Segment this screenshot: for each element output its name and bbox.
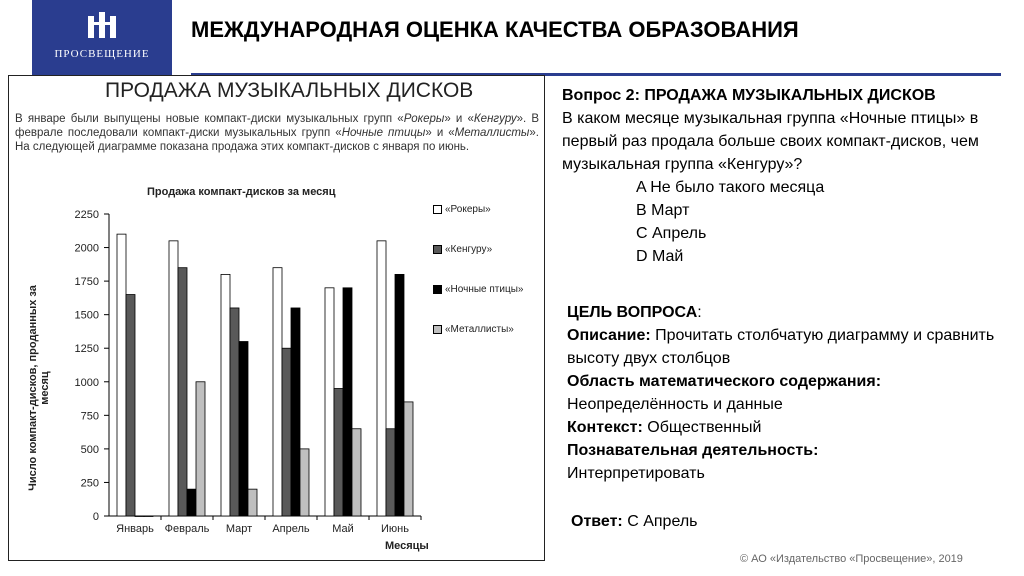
logo-text: ПРОСВЕЩЕНИЕ bbox=[54, 48, 150, 60]
bar-4 bbox=[196, 382, 205, 516]
bar-2 bbox=[386, 429, 395, 516]
bar-2 bbox=[282, 348, 291, 516]
legend-label: «Металлисты» bbox=[445, 324, 514, 335]
bar-2 bbox=[178, 268, 187, 516]
x-tick-label: Июнь bbox=[381, 523, 409, 535]
bar-1 bbox=[117, 234, 126, 516]
legend-item bbox=[433, 284, 523, 295]
logo-emblem-icon bbox=[84, 12, 120, 42]
option-b: B Март bbox=[636, 202, 690, 219]
legend-label: «Рокеры» bbox=[445, 204, 491, 215]
bar-1 bbox=[325, 288, 334, 516]
legend-label: «Ночные птицы» bbox=[445, 284, 524, 295]
goal-activity: Интерпретировать bbox=[567, 465, 705, 482]
bar-3 bbox=[343, 288, 352, 516]
answer: Ответ: С Апрель bbox=[571, 513, 698, 530]
y-tick-label: 1750 bbox=[74, 276, 99, 289]
option-c: C Апрель bbox=[636, 225, 707, 242]
bar-1 bbox=[273, 268, 282, 516]
bar-4 bbox=[352, 429, 361, 516]
goal-area: Неопределённость и данные bbox=[567, 396, 783, 413]
bar-3 bbox=[135, 516, 144, 517]
copyright-footer: © АО «Издательство «Просвещение», 2019 bbox=[740, 553, 963, 565]
bar-chart bbox=[9, 76, 546, 562]
option-a: A Не было такого месяца bbox=[636, 179, 825, 196]
bar-2 bbox=[230, 308, 239, 516]
x-tick-label: Апрель bbox=[272, 523, 310, 535]
figure-title: ПРОДАЖА МУЗЫКАЛЬНЫХ ДИСКОВ bbox=[105, 79, 474, 102]
option-d: D Май bbox=[636, 248, 684, 265]
bar-3 bbox=[187, 489, 196, 516]
bar-1 bbox=[169, 241, 178, 516]
bar-3 bbox=[239, 342, 248, 516]
y-tick-label: 1250 bbox=[74, 343, 99, 356]
x-tick-label: Январь bbox=[116, 523, 154, 535]
bar-1 bbox=[377, 241, 386, 516]
goal-activity-label: Познавательная деятельность: bbox=[567, 442, 819, 459]
goal-heading: ЦЕЛЬ ВОПРОСА: bbox=[567, 304, 702, 321]
legend-swatch bbox=[433, 325, 442, 334]
y-tick-label: 1000 bbox=[74, 376, 99, 389]
question-text: В каком месяце музыкальная группа «Ночные птицы» в первый раз продала больше своих компакт-дисков, чем музыкальная группа «Кенгуру»? bbox=[562, 110, 979, 173]
y-tick-label: 750 bbox=[80, 410, 99, 423]
question-title: Вопрос 2: ПРОДАЖА МУЗЫКАЛЬНЫХ ДИСКОВ bbox=[562, 87, 936, 104]
legend-item bbox=[433, 204, 491, 215]
bar-3 bbox=[395, 274, 404, 516]
bar-2 bbox=[126, 295, 135, 516]
x-tick-label: Май bbox=[332, 523, 354, 535]
publisher-logo bbox=[32, 0, 172, 75]
y-axis-label: Число компакт-дисков, проданных за месяц bbox=[27, 285, 51, 491]
y-tick-label: 500 bbox=[80, 443, 99, 456]
bar-4 bbox=[300, 449, 309, 516]
legend-swatch bbox=[433, 205, 442, 214]
y-tick-label: 250 bbox=[80, 477, 99, 490]
y-tick-label: 1500 bbox=[74, 309, 99, 322]
question-panel bbox=[562, 84, 1012, 268]
x-axis-label: Месяцы bbox=[385, 540, 429, 552]
legend-item bbox=[433, 324, 514, 335]
goal-description: Описание: Прочитать столбчатую диаграмму и сравнить высоту двух столбцов bbox=[567, 327, 995, 367]
legend-item bbox=[433, 244, 492, 255]
x-tick-label: Март bbox=[225, 523, 253, 535]
chart-title: Продажа компакт-дисков за месяц bbox=[147, 186, 336, 198]
y-tick-label: 0 bbox=[92, 511, 99, 523]
bar-1 bbox=[221, 274, 230, 516]
y-tick-label: 2000 bbox=[74, 242, 99, 255]
bar-4 bbox=[144, 516, 153, 517]
goal-context: Контекст: Общественный bbox=[567, 419, 762, 436]
bar-3 bbox=[291, 308, 300, 516]
chart-figure bbox=[8, 75, 545, 561]
bar-4 bbox=[248, 489, 257, 516]
y-tick-label: 2250 bbox=[74, 209, 99, 221]
question-goal bbox=[567, 301, 1017, 485]
legend-swatch bbox=[433, 245, 442, 254]
answer-options bbox=[562, 176, 1012, 268]
goal-area-label: Область математического содержания: bbox=[567, 373, 882, 390]
page-title: МЕЖДУНАРОДНАЯ ОЦЕНКА КАЧЕСТВА ОБРАЗОВАНИЯ bbox=[191, 17, 799, 42]
bar-4 bbox=[404, 402, 413, 516]
bar-2 bbox=[334, 388, 343, 516]
legend-swatch bbox=[433, 285, 442, 294]
legend-label: «Кенгуру» bbox=[445, 244, 493, 255]
figure-intro: В январе были выпущены новые компакт-диски музыкальных групп «Рокеры» и «Кенгуру». В феврале последовали компакт-диски музыкальных групп «Ночные птицы» и «Металлисты». На следующей диаграмме показана продажа этих компакт-дисков с января по июнь. bbox=[15, 113, 539, 153]
x-tick-label: Февраль bbox=[164, 523, 210, 535]
